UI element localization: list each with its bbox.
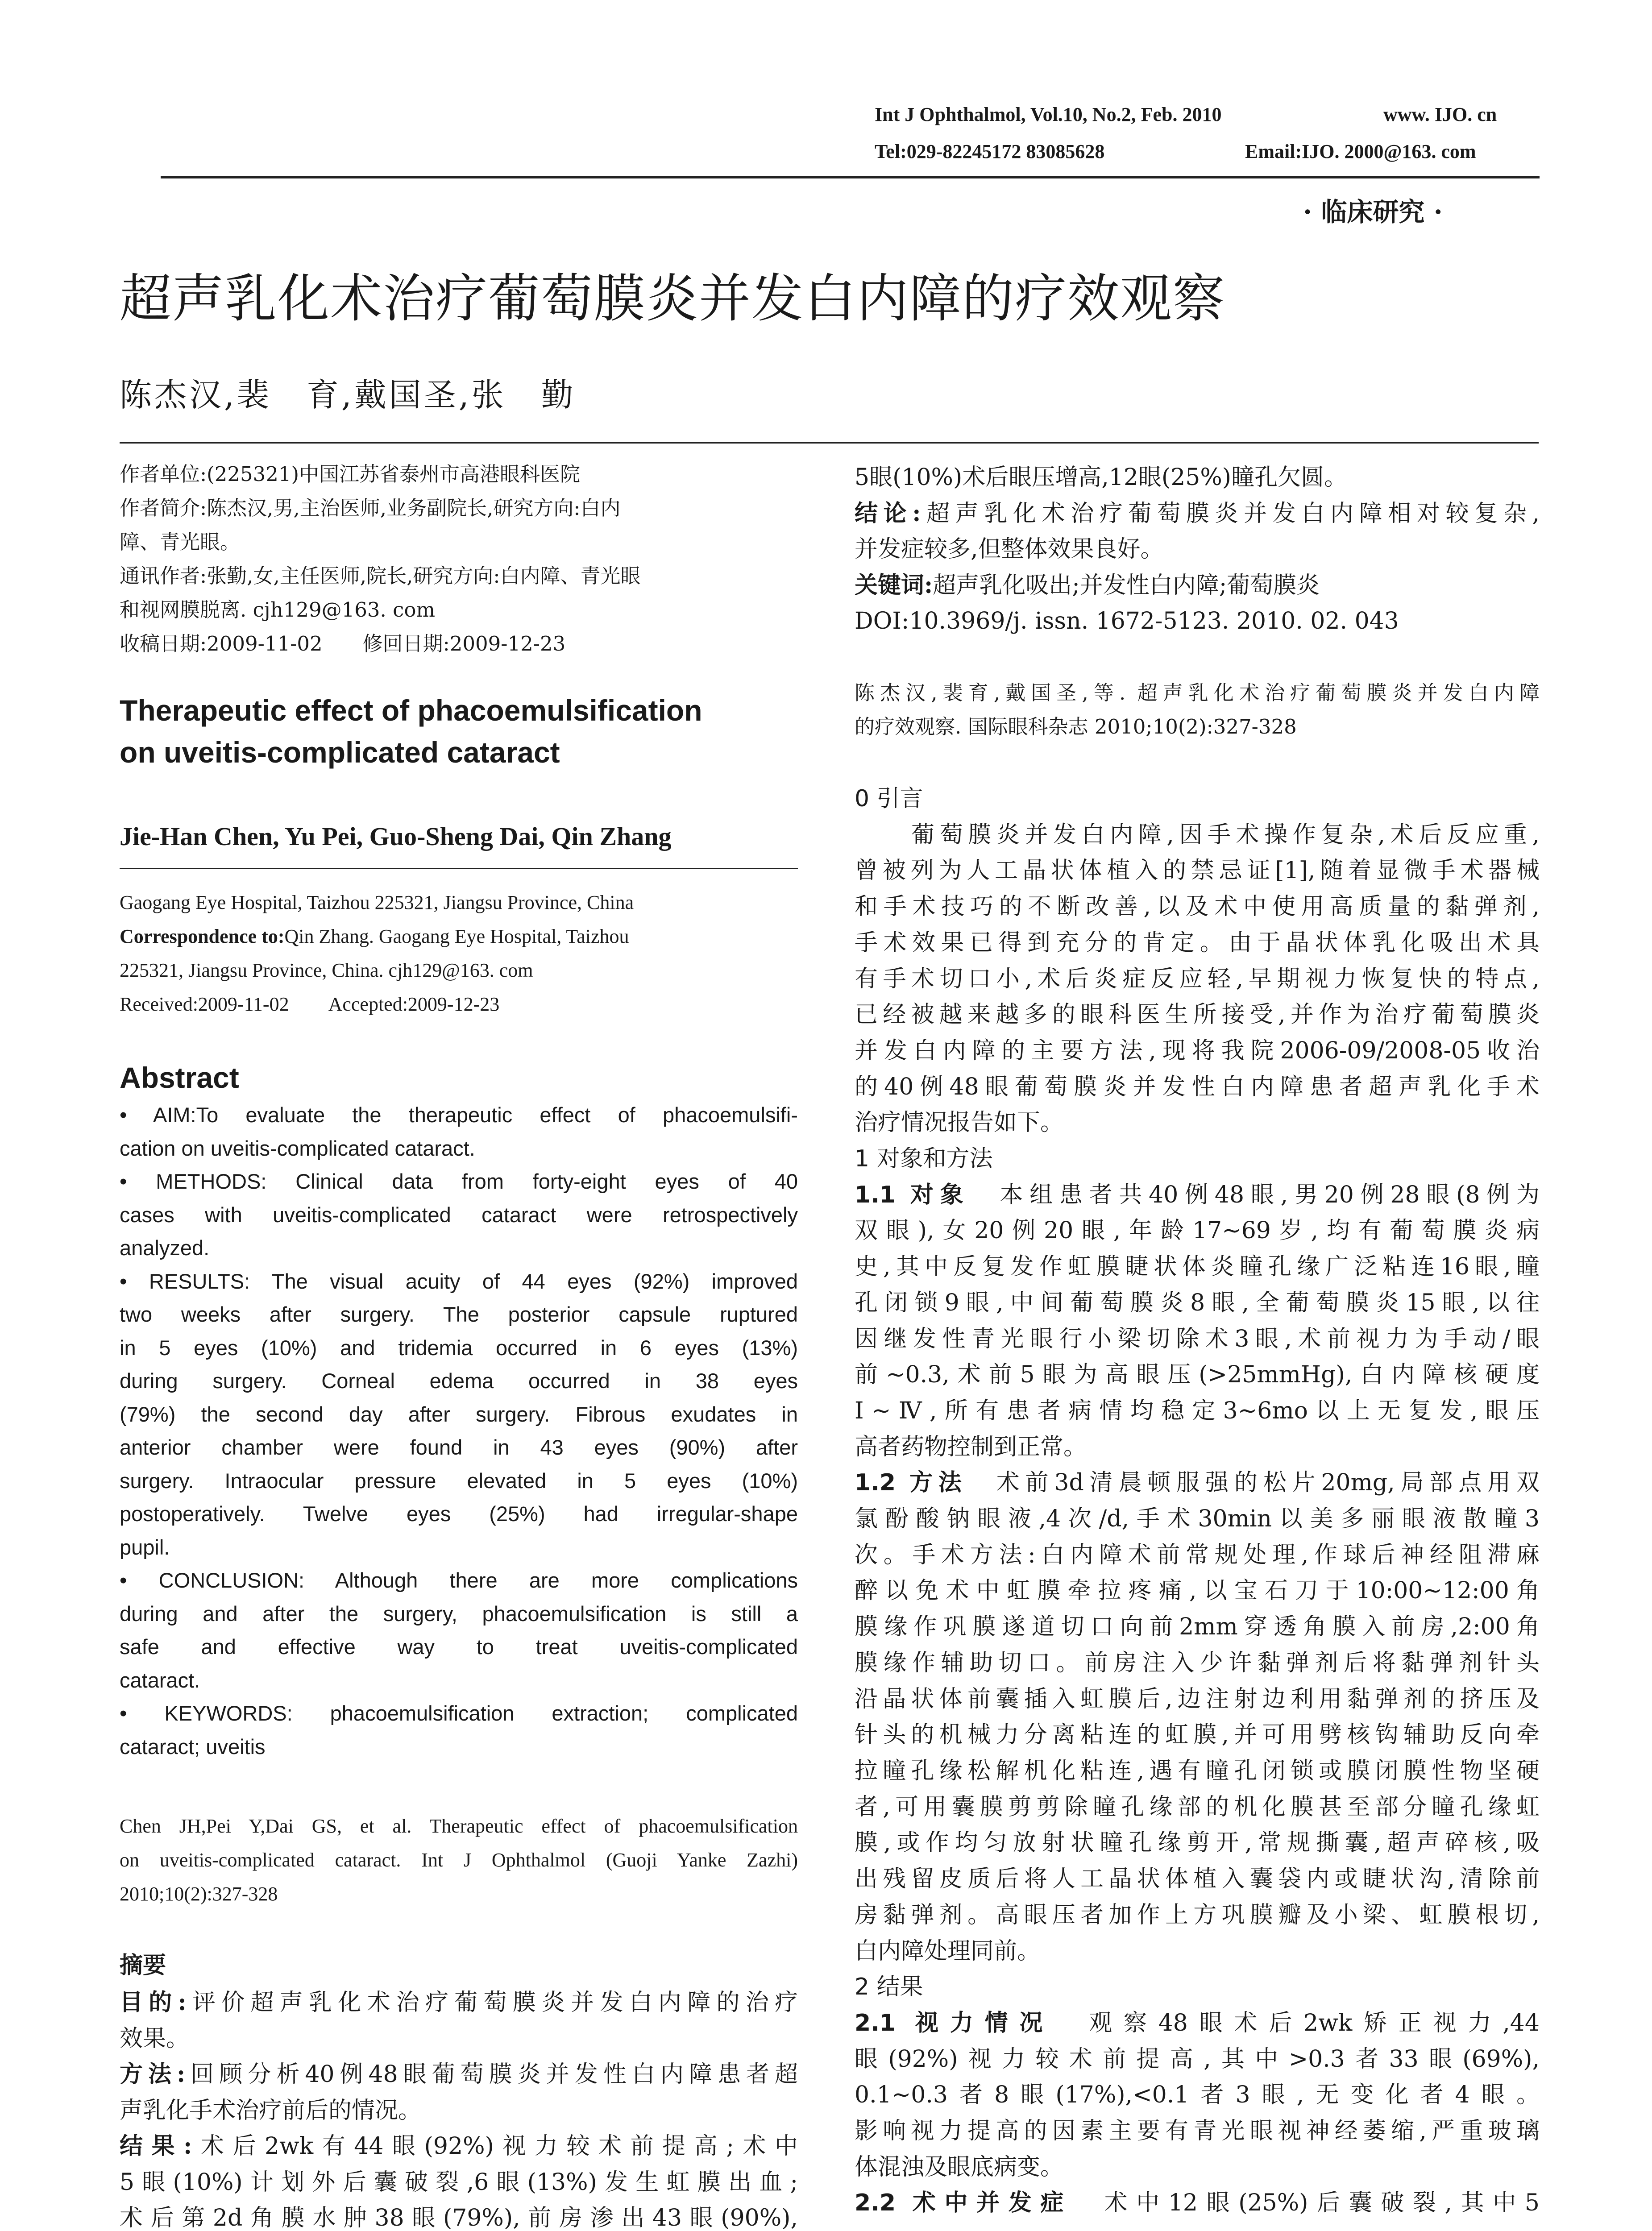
abstract-heading: Abstract bbox=[120, 1061, 239, 1094]
body-text-run: 有手术切口小,术后炎症反应轻,早期视力恢复快的特点, bbox=[855, 965, 1540, 992]
body-line bbox=[855, 1537, 1540, 1573]
abstract-line: • RESULTS: The visual acuity of 44 eyes (92%) improved bbox=[120, 1269, 798, 1293]
body-text-run: 出残留皮质后将人工晶状体植入囊袋内或睫状沟,清除前 bbox=[855, 1866, 1540, 1893]
body-line bbox=[855, 1681, 1540, 1717]
body-text-run: 拉瞳孔缘松解机化粘连,遇有瞳孔闭锁或膜闭膜性物坚硬 bbox=[855, 1757, 1540, 1784]
en-affil-line: Received:2009-11-02 Accepted:2009-12-23 bbox=[120, 993, 500, 1015]
abstract-line: • AIM:To evaluate the therapeutic effect of phacoemulsifi- bbox=[120, 1103, 798, 1127]
cite-cn-line: 的疗效观察. 国际眼科杂志 2010;10(2):327-328 bbox=[855, 715, 1297, 738]
body-text-run: 治疗情况报告如下。 bbox=[855, 1109, 1064, 1136]
abstract-line: two weeks after surgery. The posterior capsule ruptured bbox=[120, 1302, 798, 1326]
body-text-run: 并发白内障的主要方法,现将我院2006-09/2008-05收治 bbox=[855, 1037, 1540, 1064]
body-line bbox=[855, 1357, 1540, 1393]
tel: Tel:029-82245172 83085628 bbox=[875, 141, 1105, 162]
subsection-label: 2.2 术中并发症 bbox=[855, 2190, 1072, 2217]
website: www. IJO. cn bbox=[1383, 104, 1497, 125]
body-text-run: 白内障处理同前。 bbox=[855, 1937, 1041, 1965]
body-line bbox=[855, 1789, 1540, 1825]
body-line bbox=[855, 1501, 1540, 1537]
body-line bbox=[855, 1177, 1540, 1213]
english-title-line: on uveitis-complicated cataract bbox=[120, 736, 560, 769]
body-text-run: 孔闭锁9眼,中间葡萄膜炎8眼,全葡萄膜炎15眼,以往 bbox=[855, 1289, 1540, 1316]
section-heading: 0 引言 bbox=[855, 785, 923, 812]
zy-text: 效果。 bbox=[120, 2025, 190, 2052]
affil-line: 收稿日期:2009-11-02 修回日期:2009-12-23 bbox=[120, 632, 566, 655]
body-text-run: Ⅰ~Ⅳ,所有患者病情均稳定3~6mo以上无复发,眼压 bbox=[855, 1397, 1540, 1424]
abstract-line: • CONCLUSION: Although there are more complications bbox=[120, 1568, 798, 1592]
section-heading: 1 对象和方法 bbox=[855, 1145, 993, 1173]
body-line bbox=[855, 1609, 1540, 1645]
body-line bbox=[855, 2005, 1540, 2041]
abstract-line: during and after the surgery, phacoemulsification is still a bbox=[120, 1601, 798, 1626]
cite-cn-line: 陈杰汉,裴育,戴国圣,等. 超声乳化术治疗葡萄膜炎并发白内障 bbox=[855, 681, 1540, 705]
zy-label: 结论: bbox=[855, 499, 921, 527]
body-line bbox=[855, 2041, 1540, 2078]
body-text-run: 双眼),女20例20眼,年龄17~69岁,均有葡萄膜炎病 bbox=[855, 1217, 1540, 1244]
journal-line: Int J Ophthalmol, Vol.10, No.2, Feb. 2010 bbox=[875, 104, 1222, 125]
body-text-run: 史,其中反复发作虹膜睫状体炎瞳孔缘广泛粘连16眼,瞳 bbox=[855, 1253, 1540, 1281]
en-affil-line: 225321, Jiangsu Province, China. cjh129@163. com bbox=[120, 959, 533, 981]
en-affil-line: Gaogang Eye Hospital, Taizhou 225321, Jiangsu Province, China bbox=[120, 892, 634, 913]
body-text-run: 0.1~0.3者8眼(17%),<0.1者3眼,无变化者4眼。 bbox=[855, 2082, 1540, 2109]
zy-label: 关键词: bbox=[855, 571, 933, 599]
body-line bbox=[855, 1213, 1540, 1249]
zy-text: 并发症较多,但整体效果良好。 bbox=[855, 536, 1164, 563]
english-title bbox=[120, 689, 807, 773]
zy-label: 结果: bbox=[120, 2132, 192, 2160]
english-citation bbox=[120, 1809, 798, 1911]
body-text-run: 体混浊及眼底病变。 bbox=[855, 2153, 1064, 2181]
authors-cn: 陈杰汉,裴 育,戴国圣,张 勤 bbox=[120, 376, 576, 414]
abstract-line: • KEYWORDS: phacoemulsification extraction; complicated bbox=[120, 1701, 798, 1725]
zy-text: 术后第2d角膜水肿38眼(79%),前房渗出43眼(90%), bbox=[120, 2205, 798, 2231]
body-line bbox=[855, 1321, 1540, 1357]
abstract-line: during surgery. Corneal edema occurred in 38 eyes bbox=[120, 1369, 798, 1393]
body-text-run: 因继发性青光眼行小梁切除术3眼,术前视力为手动/眼 bbox=[855, 1325, 1540, 1352]
zy-text: 评价超声乳化术治疗葡萄膜炎并发白内障的治疗 bbox=[186, 1989, 798, 2016]
section-label: · 临床研究 · bbox=[1303, 197, 1443, 227]
body-line bbox=[855, 1033, 1540, 1069]
section-heading: 2 结果 bbox=[855, 1974, 923, 2001]
body-line bbox=[855, 2149, 1540, 2185]
authors-rule bbox=[120, 868, 798, 869]
body-line bbox=[855, 1573, 1540, 1609]
body-text-run: 观察48眼术后2wk矫正视力,44 bbox=[1054, 2009, 1540, 2036]
affil-line: 作者单位:(225321)中国江苏省泰州市高港眼科医院 bbox=[120, 462, 581, 486]
zy-text: 5眼(10%)计划外后囊破裂,6眼(13%)发生虹膜出血; bbox=[120, 2169, 798, 2196]
body-line bbox=[855, 889, 1540, 925]
body-text-run: 影响视力提高的因素主要有青光眼视神经萎缩,严重玻璃 bbox=[855, 2118, 1540, 2145]
abstract-body bbox=[120, 1099, 798, 1763]
body-text-run: 术前3d清晨顿服强的松片20mg,局部点用双 bbox=[967, 1469, 1540, 1497]
correspondence-label: Correspondence to: bbox=[120, 925, 285, 947]
abstract-line: postoperatively. Twelve eyes (25%) had irregular-shape bbox=[120, 1502, 798, 1526]
body-text-run: 次。手术方法:白内障术前常规处理,作球后神经阻滞麻 bbox=[855, 1541, 1540, 1568]
header-rule bbox=[161, 176, 1540, 178]
abstract-line: surgery. Intraocular pressure elevated in 5 eyes (10%) bbox=[120, 1468, 798, 1493]
body-line bbox=[855, 817, 1540, 853]
body-text bbox=[855, 781, 1540, 2221]
body-text-run: 曾被列为人工晶状体植入的禁忌证[1],随着显微手术器械 bbox=[855, 857, 1540, 884]
cite-line: on uveitis-complicated cataract. Int J Ophthalmol (Guoji Yanke Zazhi) bbox=[120, 1849, 798, 1871]
zy-text: 术后2wk有44眼(92%)视力较术前提高;术中 bbox=[192, 2133, 798, 2160]
body-line bbox=[855, 853, 1540, 889]
body-line bbox=[855, 1825, 1540, 1861]
body-line bbox=[855, 1753, 1540, 1789]
body-text-run: 膜,或作均匀放射状瞳孔缘剪开,常规撕囊,超声碎核,吸 bbox=[855, 1829, 1540, 1857]
chinese-abstract-continued bbox=[855, 460, 1540, 639]
abstract-line: (79%) the second day after surgery. Fibrous exudates in bbox=[120, 1402, 798, 1426]
zy-label: 目的: bbox=[120, 1989, 187, 2016]
subsection-label: 1.1 对象 bbox=[855, 1181, 970, 1208]
abstract-line: • METHODS: Clinical data from forty-eight eyes of 40 bbox=[120, 1169, 798, 1193]
body-text-run: 术中12眼(25%)后囊破裂,其中5 bbox=[1072, 2190, 1540, 2217]
body-line bbox=[855, 2185, 1540, 2221]
zy-text: 声乳化手术治疗前后的情况。 bbox=[120, 2097, 422, 2124]
body-line bbox=[855, 1429, 1540, 1465]
en-affil-line: Qin Zhang. Gaogang Eye Hospital, Taizhou bbox=[284, 925, 629, 947]
abstract-line: cation on uveitis-complicated cataract. bbox=[120, 1136, 475, 1160]
body-line bbox=[855, 1717, 1540, 1753]
body-line bbox=[855, 1249, 1540, 1285]
body-line bbox=[855, 1465, 1540, 1501]
body-text-run: 前~0.3,术前5眼为高眼压(>25mmHg),白内障核硬度 bbox=[855, 1361, 1540, 1389]
body-text-run: 氯酚酸钠眼液,4次/d,手术30min以美多丽眼液散瞳3 bbox=[855, 1505, 1540, 1533]
abstract-line: in 5 eyes (10%) and tridemia occurred in 6 eyes (13%) bbox=[120, 1335, 798, 1360]
body-text-run: 的40例48眼葡萄膜炎并发性白内障患者超声乳化手术 bbox=[855, 1073, 1540, 1100]
subsection-label: 1.2 方法 bbox=[855, 1469, 967, 1497]
body-line bbox=[855, 2077, 1540, 2113]
abstract-line: pupil. bbox=[120, 1535, 170, 1559]
affil-line: 通讯作者:张勤,女,主任医师,院长,研究方向:白内障、青光眼 bbox=[120, 564, 641, 588]
body-line bbox=[855, 925, 1540, 961]
zy-text: 5眼(10%)术后眼压增高,12眼(25%)瞳孔欠圆。 bbox=[855, 464, 1348, 491]
body-line bbox=[855, 997, 1540, 1033]
cite-line: Chen JH,Pei Y,Dai GS, et al. Therapeutic effect of phacoemulsification bbox=[120, 1815, 798, 1837]
body-line bbox=[855, 1897, 1540, 1933]
body-line bbox=[855, 2113, 1540, 2149]
cite-line: 2010;10(2):327-328 bbox=[120, 1883, 278, 1905]
english-title-line: Therapeutic effect of phacoemulsification bbox=[120, 694, 702, 727]
english-affiliation bbox=[120, 886, 798, 1021]
abstract-line: analyzed. bbox=[120, 1236, 210, 1260]
abstract-line: anterior chamber were found in 43 eyes (90%) after bbox=[120, 1435, 798, 1459]
zy-text: 超声乳化吸出;并发性白内障;葡萄膜炎 bbox=[933, 572, 1320, 599]
abstract-line: cataract. bbox=[120, 1668, 200, 1692]
abstract-line: cases with uveitis-complicated cataract were retrospectively bbox=[120, 1203, 798, 1227]
body-line bbox=[855, 1933, 1540, 1970]
english-authors: Jie-Han Chen, Yu Pei, Guo-Sheng Dai, Qin Zhang bbox=[120, 822, 672, 851]
abstract-line: cataract; uveitis bbox=[120, 1734, 266, 1758]
page-title: 超声乳化术治疗葡萄膜炎并发白内障的疗效观察 bbox=[120, 269, 1225, 329]
affil-line: 作者简介:陈杰汉,男,主治医师,业务副院长,研究方向:白内 bbox=[120, 496, 621, 520]
body-text-run: 膜缘作巩膜遂道切口向前2mm穿透角膜入前房,2:00角 bbox=[855, 1613, 1540, 1641]
body-line bbox=[855, 1285, 1540, 1321]
body-text-run: 膜缘作辅助切口。前房注入少许黏弹剂后将黏弹剂针头 bbox=[855, 1649, 1540, 1676]
subsection-label: 2.1 视力情况 bbox=[855, 2009, 1054, 2036]
chinese-citation bbox=[855, 676, 1540, 744]
body-line bbox=[855, 961, 1540, 997]
body-text-run: 沿晶状体前囊插入虹膜后,边注射边利用黏弹剂的挤压及 bbox=[855, 1685, 1540, 1713]
body-line bbox=[855, 1069, 1540, 1105]
affil-line: 和视网膜脱离. cjh129@163. com bbox=[120, 598, 436, 622]
body-text-run: 高者药物控制到正常。 bbox=[855, 1433, 1087, 1460]
zy-text: 回顾分析40例48眼葡萄膜炎并发性白内障患者超 bbox=[185, 2061, 798, 2088]
doi: DOI:10.3969/j. issn. 1672-5123. 2010. 02. 043 bbox=[855, 608, 1399, 634]
body-text-run: 和手术技巧的不断改善,以及术中使用高质量的黏弹剂, bbox=[855, 893, 1540, 921]
affil-line: 障、青光眼。 bbox=[120, 530, 241, 554]
body-text-run: 者,可用囊膜剪剪除瞳孔缘部的机化膜甚至部分瞳孔缘虹 bbox=[855, 1793, 1540, 1820]
body-text-run: 房黏弹剂。高眼压者加作上方巩膜瓣及小梁、虹膜根切, bbox=[855, 1901, 1540, 1928]
body-text-run: 葡萄膜炎并发白内障,因手术操作复杂,术后反应重, bbox=[855, 821, 1540, 848]
affiliation-block bbox=[120, 457, 798, 661]
body-text-run: 本组患者共40例48眼,男20例28眼(8例为 bbox=[970, 1181, 1540, 1208]
body-text-run: 眼(92%)视力较术前提高,其中>0.3者33眼(69%), bbox=[855, 2045, 1540, 2073]
zy-text: 超声乳化术治疗葡萄膜炎并发白内障相对较复杂, bbox=[921, 500, 1540, 527]
body-text-run: 手术效果已得到充分的肯定。由于晶状体乳化吸出术具 bbox=[855, 929, 1540, 956]
body-line bbox=[855, 1645, 1540, 1681]
zy-label: 方法: bbox=[120, 2061, 186, 2088]
abstract-line: safe and effective way to treat uveitis-complicated bbox=[120, 1635, 798, 1659]
chinese-abstract bbox=[120, 1985, 798, 2231]
body-text-run: 针头的机械力分离粘连的虹膜,并可用劈核钩辅助反向牵 bbox=[855, 1721, 1540, 1749]
body-line bbox=[855, 1105, 1540, 1141]
body-line bbox=[855, 1861, 1540, 1897]
email: Email:IJO. 2000@163. com bbox=[1245, 141, 1476, 162]
title-rule bbox=[120, 442, 1539, 444]
body-line bbox=[855, 1393, 1540, 1429]
body-text-run: 已经被越来越多的眼科医生所接受,并作为治疗葡萄膜炎 bbox=[855, 1001, 1540, 1028]
body-text-run: 醉以免术中虹膜牵拉疼痛,以宝石刀于10:00~12:00角 bbox=[855, 1577, 1540, 1605]
chinese-abstract-heading: 摘要 bbox=[120, 1952, 166, 1979]
